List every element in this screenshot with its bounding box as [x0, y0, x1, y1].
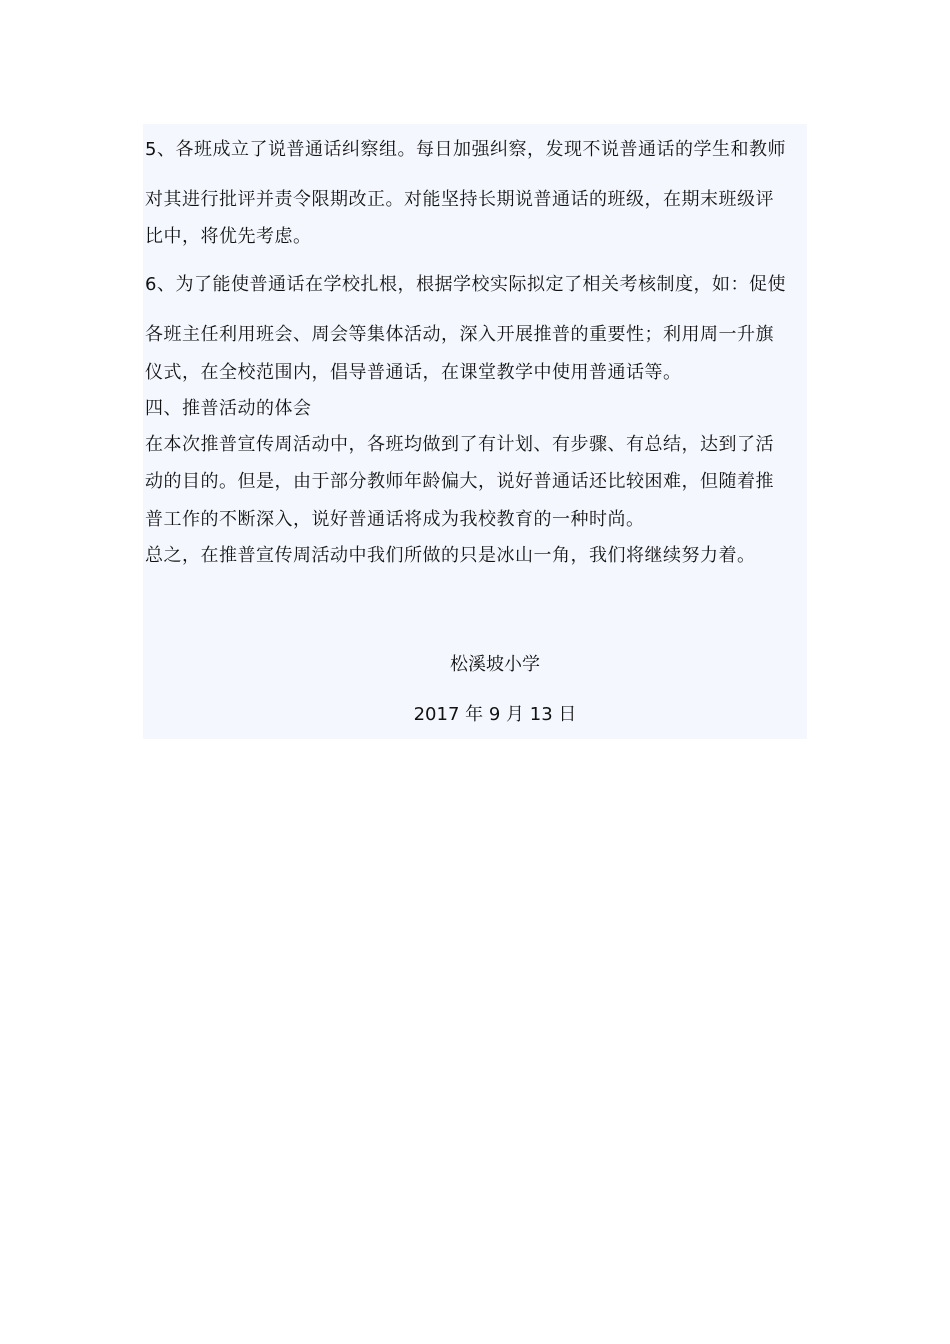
signature-date: 2017 年 9 月 13 日: [413, 704, 577, 725]
paragraph-line-6: 仪式，在全校范围内，倡导普通话，在课堂教学中使用普通话等。: [145, 362, 682, 383]
paragraph-line-9: 普工作的不断深入，说好普通话将成为我校教育的一种时尚。: [145, 509, 645, 530]
paragraph-line-1: 5、各班成立了说普通话纠察组。每日加强纠察，发现不说普通话的学生和教师: [145, 139, 786, 160]
paragraph-line-3: 比中，将优先考虑。: [145, 226, 312, 247]
signature: 松溪坡小学: [450, 654, 540, 675]
paragraph-line-10: 总之，在推普宣传周活动中我们所做的只是冰山一角，我们将继续努力着。: [145, 545, 756, 566]
section-heading: 四、推普活动的体会: [145, 398, 312, 419]
document-body: [143, 124, 807, 739]
paragraph-line-4: 6、为了能使普通话在学校扎根，根据学校实际拟定了相关考核制度，如：促使: [145, 274, 786, 295]
paragraph-line-8: 动的目的。但是，由于部分教师年龄偏大，说好普通话还比较困难，但随着推: [145, 471, 774, 492]
paragraph-line-2: 对其进行批评并责令限期改正。对能坚持长期说普通话的班级，在期末班级评: [145, 189, 774, 210]
paragraph-line-5: 各班主任利用班会、周会等集体活动，深入开展推普的重要性；利用周一升旗: [145, 324, 774, 345]
paragraph-line-7: 在本次推普宣传周活动中，各班均做到了有计划、有步骤、有总结，达到了活: [145, 434, 774, 455]
